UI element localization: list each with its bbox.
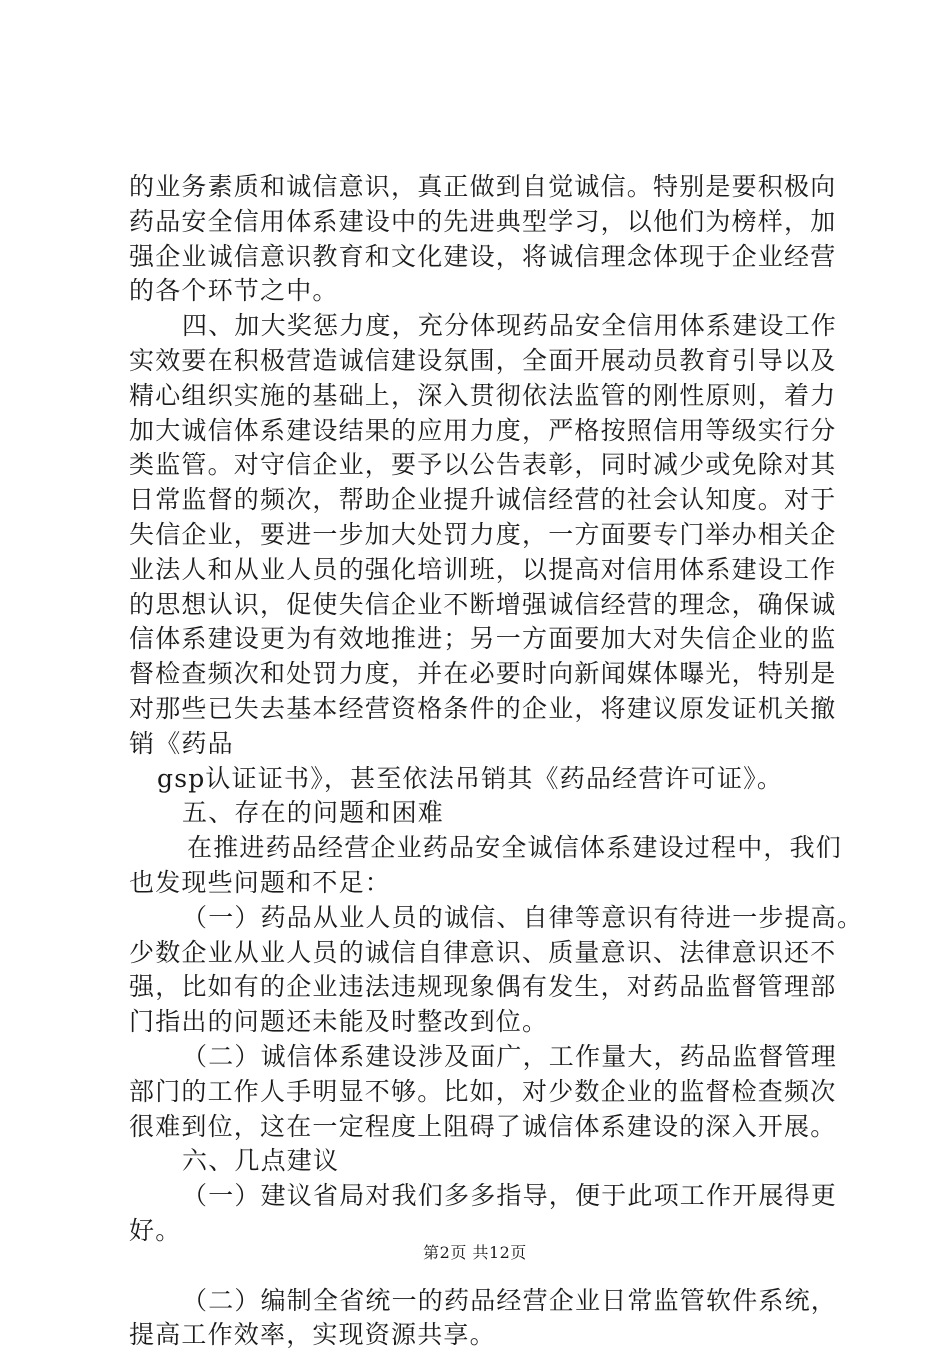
text-line: （二）编制全省统一的药品经营企业日常监管软件系统， <box>182 1285 838 1315</box>
text-line: 五、存在的问题和困难 <box>182 798 445 828</box>
text-line: （二）诚信体系建设涉及面广，工作量大，药品监督管理 <box>182 1041 838 1071</box>
text-line: 销《药品 <box>129 728 234 758</box>
text-line: 实效要在积极营造诚信建设氛围，全面开展动员教育引导以及 <box>129 345 837 375</box>
text-line: 在推进药品经营企业药品安全诚信体系建设过程中，我们 <box>187 833 843 863</box>
page-footer <box>0 1243 950 1263</box>
text-line: 的思想认识，促使失信企业不断增强诚信经营的理念，确保诚 <box>129 589 837 619</box>
text-line: 失信企业，要进一步加大处罚力度，一方面要专门举办相关企 <box>129 519 837 549</box>
text-line: 业法人和从业人员的强化培训班，以提高对信用体系建设工作 <box>129 554 837 584</box>
text-line: 的业务素质和诚信意识，真正做到自觉诚信。特别是要积极向 <box>129 172 837 201</box>
text-line: 日常监督的频次，帮助企业提升诚信经营的社会认知度。对于 <box>129 485 837 515</box>
text-line: 精心组织实施的基础上，深入贯彻依法监管的刚性原则，着力 <box>129 380 837 410</box>
text-line: 药品安全信用体系建设中的先进典型学习，以他们为榜样，加 <box>129 206 837 236</box>
text-line: 信体系建设更为有效地推进；另一方面要加大对失信企业的监 <box>129 624 837 654</box>
text-line: 六、几点建议 <box>182 1146 340 1176</box>
text-line: （一）药品从业人员的诚信、自律等意识有待进一步提高。 <box>182 902 864 932</box>
text-line: 四、加大奖惩力度，充分体现药品安全信用体系建设工作 <box>182 311 838 341</box>
text-line: 加大诚信体系建设结果的应用力度，严格按照信用等级实行分 <box>129 415 837 445</box>
text-line: （一）建议省局对我们多多指导，便于此项工作开展得更 <box>182 1181 838 1211</box>
text-line: 好。 <box>129 1215 182 1245</box>
text-line: 强，比如有的企业违法违规现象偶有发生，对药品监督管理部 <box>129 972 837 1002</box>
text-line: 提高工作效率，实现资源共享。 <box>129 1320 496 1350</box>
page-number-label: 第2页 共12页 <box>423 1243 527 1262</box>
text-line: 很难到位，这在一定程度上阻碍了诚信体系建设的深入开展。 <box>129 1111 837 1141</box>
document-body <box>129 170 864 1353</box>
text-line: 也发现些问题和不足： <box>129 867 392 897</box>
text-line: 督检查频次和处罚力度，并在必要时向新闻媒体曝光，特别是 <box>129 659 837 689</box>
text-line: 强企业诚信意识教育和文化建设，将诚信理念体现于企业经营 <box>129 241 837 271</box>
text-line: gsp认证证书》，甚至依法吊销其《药品经营许可证》。 <box>157 763 784 793</box>
text-line: 门指出的问题还未能及时整改到位。 <box>129 1007 549 1037</box>
text-line: 少数企业从业人员的诚信自律意识、质量意识、法律意识还不 <box>129 937 837 967</box>
text-line: 对那些已失去基本经营资格条件的企业，将建议原发证机关撤 <box>129 693 837 723</box>
text-line: 的各个环节之中。 <box>129 276 339 306</box>
text-line: 部门的工作人手明显不够。比如，对少数企业的监督检查频次 <box>129 1076 837 1106</box>
text-line: 类监管。对守信企业，要予以公告表彰，同时减少或免除对其 <box>129 450 837 480</box>
